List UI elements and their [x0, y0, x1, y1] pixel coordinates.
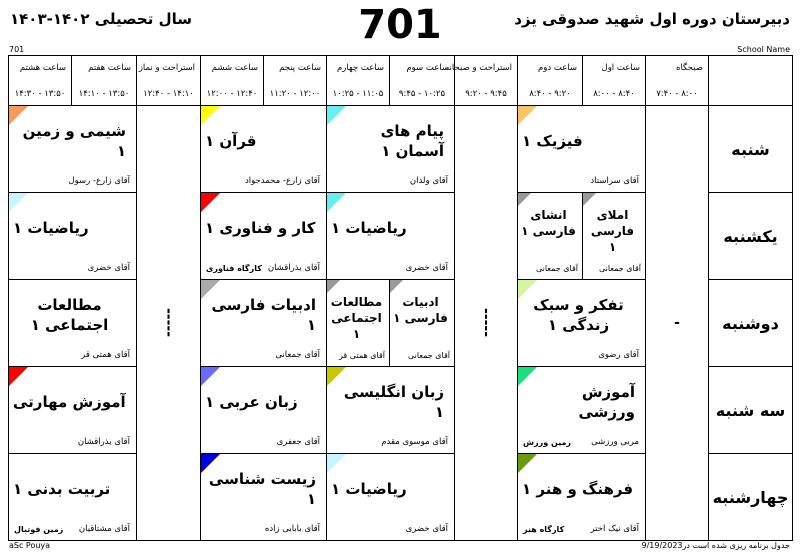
period-title: ساعت سوم	[406, 63, 449, 73]
teacher-name: آقای زارع- محمدجواد	[245, 176, 320, 186]
period-time: ۱۲:۰۰ - ۱۲:۴۰	[206, 89, 258, 99]
period-title: ساعت اول	[601, 63, 640, 73]
lesson-cell[interactable]	[518, 367, 646, 454]
period-time: ۱۱:۲۰ - ۱۲:۰۰	[269, 89, 321, 99]
teacher-name: مربی ورزشی	[591, 437, 639, 447]
period-header-8	[9, 56, 72, 106]
lesson-cell[interactable]	[390, 280, 455, 367]
footer-author: aSc Pouya	[9, 541, 51, 550]
period-title: استراحت و نماز	[138, 63, 195, 73]
teacher-name: آقای جمعانی	[535, 264, 578, 273]
subject-name: مطالعات اجتماعی ۱	[330, 295, 383, 342]
period-title: صبحگاه	[675, 63, 703, 73]
corner-cell	[709, 56, 793, 106]
subject-name: ریاضیات ۱	[13, 218, 89, 237]
period-time: ۸:۰۰ - ۸:۴۰	[593, 89, 635, 99]
subject-name: آموزش ورزشی	[578, 382, 635, 421]
teacher-name: آقای جمعانی	[407, 351, 450, 360]
subject-name: املای فارسی ۱	[590, 208, 635, 255]
lesson-cell[interactable]	[518, 454, 646, 541]
teacher-name: آقای سراستاد	[590, 176, 639, 186]
lesson-cell[interactable]	[327, 367, 455, 454]
lesson-cell[interactable]	[327, 280, 390, 367]
lesson-cell[interactable]	[9, 280, 137, 367]
period-time: ۱۰:۲۵ - ۱۱:۰۵	[332, 89, 384, 99]
period-time: ۹:۴۵ - ۱۰:۲۵	[398, 89, 446, 99]
day-label-wednesday: چهارشنبه	[709, 454, 793, 541]
subject-name: زیست شناسی ۱	[208, 469, 316, 508]
teacher-name: آقای یذراقشان	[77, 437, 130, 447]
lesson-cell[interactable]	[518, 280, 646, 367]
period-title: ساعت هشتم	[19, 63, 66, 73]
period-title: ساعت دوم	[538, 63, 577, 73]
subject-name: فیزیک ۱	[522, 131, 583, 150]
teacher-name: آقای رضوی	[598, 350, 639, 360]
period-time: ۸:۴۰ - ۹:۲۰	[529, 89, 571, 99]
period-header-2	[518, 56, 583, 106]
period-title: ساعت هفتم	[88, 63, 131, 73]
subject-name: تفکر و سبک زندگی ۱	[533, 295, 624, 334]
subject-name: زبان عربی ۱	[205, 392, 298, 411]
period-header-6	[201, 56, 264, 106]
subject-name: مطالعات اجتماعی ۱	[30, 295, 109, 334]
teacher-name: آقای خضری	[405, 524, 448, 534]
class-number: 701	[358, 2, 442, 48]
subject-name: ریاضیات ۱	[331, 479, 407, 498]
teacher-name: آقای جمعانی	[275, 350, 320, 360]
subject-name: زبان انگلیسی ۱	[343, 382, 444, 421]
teacher-name: آقای مشتاقیان	[78, 524, 130, 534]
day-label-saturday: شنبه	[709, 106, 793, 193]
period-title: ساعت پنجم	[279, 63, 321, 73]
teacher-name: آقای زارع- رسول	[68, 176, 130, 186]
teacher-name: آقای یذراقشان	[267, 263, 320, 273]
lesson-cell[interactable]	[9, 106, 137, 193]
footer-generated: جدول برنامه ریزی شده است در9/19/2023	[641, 541, 790, 550]
lesson-cell[interactable]	[583, 193, 646, 280]
lesson-cell[interactable]	[201, 454, 327, 541]
break-snack: -----	[455, 106, 518, 541]
period-title: ساعت ششم	[211, 63, 258, 73]
period-header-prayer-break	[137, 56, 201, 106]
period-title: استراحت و صبحانه	[445, 63, 512, 73]
period-header-4	[327, 56, 390, 106]
day-label-tuesday: سه شنبه	[709, 367, 793, 454]
subject-name: ریاضیات ۱	[331, 218, 407, 237]
teacher-name: آقای همتی قر	[339, 351, 385, 360]
teacher-name: آقای بابایی زاده	[264, 524, 320, 534]
room-name: کارگاه هنر	[523, 525, 565, 534]
subject-name: کار و فناوری ۱	[205, 218, 316, 237]
period-time: ۹:۲۰ - ۹:۴۵	[465, 89, 507, 99]
period-time: ۱۴:۳۰ - ۱۳:۵۰	[14, 89, 66, 99]
lesson-cell[interactable]	[9, 193, 137, 280]
academic-year: سال تحصیلی ۱۴۰۲-۱۴۰۳	[10, 10, 192, 28]
class-code: 701	[9, 45, 25, 54]
lesson-cell[interactable]	[327, 454, 455, 541]
day-label-monday: دوشنبه	[709, 280, 793, 367]
room-name: زمین ورزش	[523, 438, 572, 447]
subject-name: آموزش مهارتی	[13, 392, 126, 411]
period-header-morning	[646, 56, 709, 106]
school-name: دبیرستان دوره اول شهید صدوقی یزد	[514, 10, 790, 28]
lesson-cell[interactable]	[201, 280, 327, 367]
lesson-cell[interactable]	[201, 193, 327, 280]
teacher-name: آقای جمعانی	[598, 264, 641, 273]
school-name-label: School Name	[737, 45, 790, 54]
subject-name: انشای فارسی ۱	[521, 208, 576, 239]
period-header-snack-break	[445, 56, 518, 106]
period-header-5	[264, 56, 327, 106]
room-name: کارگاه فناوری	[206, 264, 262, 273]
subject-name: ادبیات فارسی ۱	[393, 295, 448, 326]
lesson-cell[interactable]	[9, 367, 137, 454]
period-title: ساعت چهارم	[337, 63, 384, 73]
teacher-name: آقای همتی قر	[81, 350, 130, 360]
lesson-cell[interactable]	[327, 193, 455, 280]
room-name: زمین فوتبال	[14, 525, 64, 534]
subject-name: ادبیات فارسی ۱	[211, 295, 316, 334]
period-time: ۱۲:۴۰ - ۱۴:۱۰	[143, 89, 194, 99]
teacher-name: آقای ولدان	[409, 176, 448, 186]
lesson-cell[interactable]	[518, 106, 646, 193]
period-header-7	[72, 56, 137, 106]
lesson-cell[interactable]	[9, 454, 137, 541]
period-time: ۱۴:۱۰ - ۱۳:۵۰	[78, 89, 130, 99]
teacher-name: آقای خضری	[87, 263, 130, 273]
teacher-name: آقای جعفری	[276, 437, 320, 447]
timetable-grid	[8, 55, 793, 541]
period-header-1	[583, 56, 646, 106]
teacher-name: آقای خضری	[405, 263, 448, 273]
subject-name: قرآن ۱	[205, 131, 257, 150]
day-label-sunday: یکشنبه	[709, 193, 793, 280]
subject-name: شیمی و زمین ۱	[22, 121, 126, 160]
period-header-3	[390, 56, 455, 106]
subject-name: فرهنگ و هنر ۱	[522, 479, 634, 498]
break-morning-assembly: -	[646, 106, 709, 541]
teacher-name: آقای موسوی مقدم	[381, 437, 448, 447]
break-prayer: -----	[137, 106, 201, 541]
teacher-name: آقای نیک اختر	[590, 524, 639, 534]
subject-name: تربیت بدنی ۱	[13, 479, 111, 498]
subject-name: پیام های آسمان ۱	[380, 121, 444, 160]
lesson-cell[interactable]	[518, 193, 583, 280]
lesson-cell[interactable]	[201, 106, 327, 193]
lesson-cell[interactable]	[327, 106, 455, 193]
lesson-cell[interactable]	[201, 367, 327, 454]
period-time: ۷:۴۰ - ۸:۰۰	[656, 89, 698, 99]
